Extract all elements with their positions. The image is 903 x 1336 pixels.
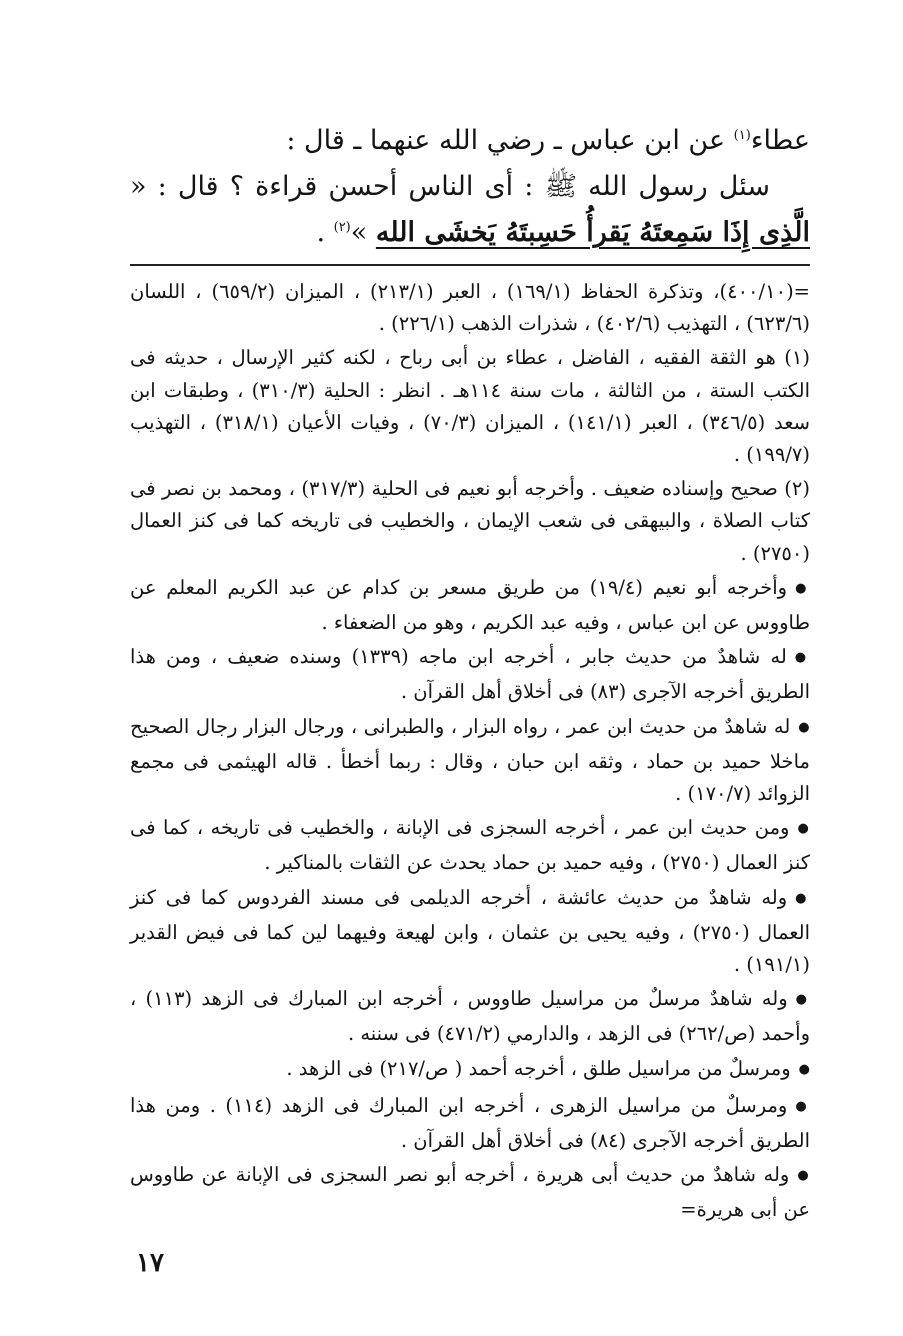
- main-text: [130, 118, 810, 256]
- hadith-quote: الَّذِى إِذَا سَمِعتَهُ يَقرأُ حَسِبتَهُ يَخشَى الله: [375, 217, 810, 248]
- sentence-end: .: [316, 217, 334, 248]
- quote-close: »: [350, 217, 376, 248]
- page-body: [130, 118, 810, 1318]
- footnote-2: (٢) صحيح وإسناده ضعيف . وأخرجه أبو نعيم فى الحلية (٣١٧/٣) ، ومحمد بن نصر فى كتاب الصلاة ، والبيهقى فى شعب الإيمان ، والخطيب فى تاريخه كما فى كنز العمال (٢٧٥٠) .: [130, 477, 810, 565]
- footnote-ref-1: (١): [733, 128, 751, 143]
- page-number: ١٧: [136, 1248, 164, 1278]
- footnote-continuation: =(٤٠٠/١٠)، وتذكرة الحفاظ (١٦٩/١) ، العبر (٢١٣/١) ، الميزان (٦٥٩/٢) ، اللسان (٦٢٣/٦) ، التهذيب (٤٠٢/٦) ، شذرات الذهب (٢٢٦/١) .: [130, 280, 811, 336]
- main-line-2: [130, 164, 810, 256]
- footnote-1: (١) هو الثقة الفقيه ، الفاضل ، عطاء بن أبى رباح ، لكنه كثير الإرسال ، حديثه فى الكتب الستة ، من الثالثة ، مات سنة ١١٤هـ . انظر : الحلية (٣١٠/٣) ، وطبقات ابن سعد (٣٤٦/٥) ، العبر (١٤١/١) ، الميزان (٧٠/٣) ، وفيات الأعيان (٣١٨/١) ، التهذيب (١٩٩/٧) .: [130, 346, 811, 467]
- footnote-ref-2: (٢): [333, 220, 351, 235]
- footnote-divider: [130, 264, 810, 266]
- footnote-bullet-3: ● له شاهدٌ من حديث ابن عمر ، رواه البزار ، والطبرانى ، ورجال البزار رجال الصحيح ماخلا حميد بن حماد ، وثقه ابن حبان ، وقال : ربما أخطأ . قاله الهيثمى فى مجمع الزوائد (١٧٠/٧) .: [130, 711, 810, 811]
- footnote-bullet-2: ● له شاهدٌ من حديث جابر ، أخرجه ابن ماجه (١٣٣٩) وسنده ضعيف ، ومن هذا الطريق أخرجه الآجرى (٨٣) فى أخلاق أهل القرآن .: [130, 641, 810, 708]
- footnote-bullet-5: ● وله شاهدٌ من حديث عائشة ، أخرجه الديلمى فى مسند الفردوس كما فى كنز العمال (٢٧٥٠) ، وفيه يحيى بن عثمان ، وابن لهيعة وفيهما لين كما فى فيض القدير (١٩١/١) .: [130, 882, 810, 982]
- footnotes: [130, 276, 810, 1227]
- footnote-bullet-1: ● وأخرجه أبو نعيم (١٩/٤) من طريق مسعر بن كدام عن عبد الكريم المعلم عن طاووس عن ابن عباس ، وفيه عبد الكريم ، وهو من الضعفاء .: [130, 572, 810, 639]
- footnote-bullet-4: ● ومن حديث ابن عمر ، أخرجه السجزى فى الإبانة ، والخطيب فى تاريخه ، كما فى كنز العمال (٢٧٥٠) ، وفيه حميد بن حماد يحدث عن الثقات بالمناكير .: [130, 812, 810, 879]
- question-text: سئل رسول الله ﷺ : أى الناس أحسن قراءة ؟ قال : «: [130, 171, 770, 202]
- footnote-bullet-7: ● ومرسلٌ من مراسيل طلق ، أخرجه أحمد ( ص/٢١٧) فى الزهد .: [130, 1053, 810, 1088]
- footnote-bullet-9: ● وله شاهدٌ من حديث أبى هريرة ، أخرجه أبو نصر السجزى فى الإبانة عن طاووس عن أبى هريرة=: [130, 1159, 810, 1226]
- footnote-bullet-6: ● وله شاهدٌ مرسلٌ من مراسيل طاووس ، أخرجه ابن المبارك فى الزهد (١١٣) ، وأحمد (ص/٢٦٢) فى الزهد ، والدارمي (٤٧١/٢) فى سننه .: [130, 983, 810, 1050]
- footnote-bullet-8: ● ومرسلٌ من مراسيل الزهرى ، أخرجه ابن المبارك فى الزهد (١١٤) . ومن هذا الطريق أخرجه الآجرى (٨٤) فى أخلاق أهل القرآن .: [130, 1090, 810, 1157]
- narrator-name: عطاء: [750, 125, 810, 156]
- narration-chain: عن ابن عباس ـ رضي الله عنهما ـ قال :: [286, 125, 734, 156]
- main-line-1: [130, 118, 810, 164]
